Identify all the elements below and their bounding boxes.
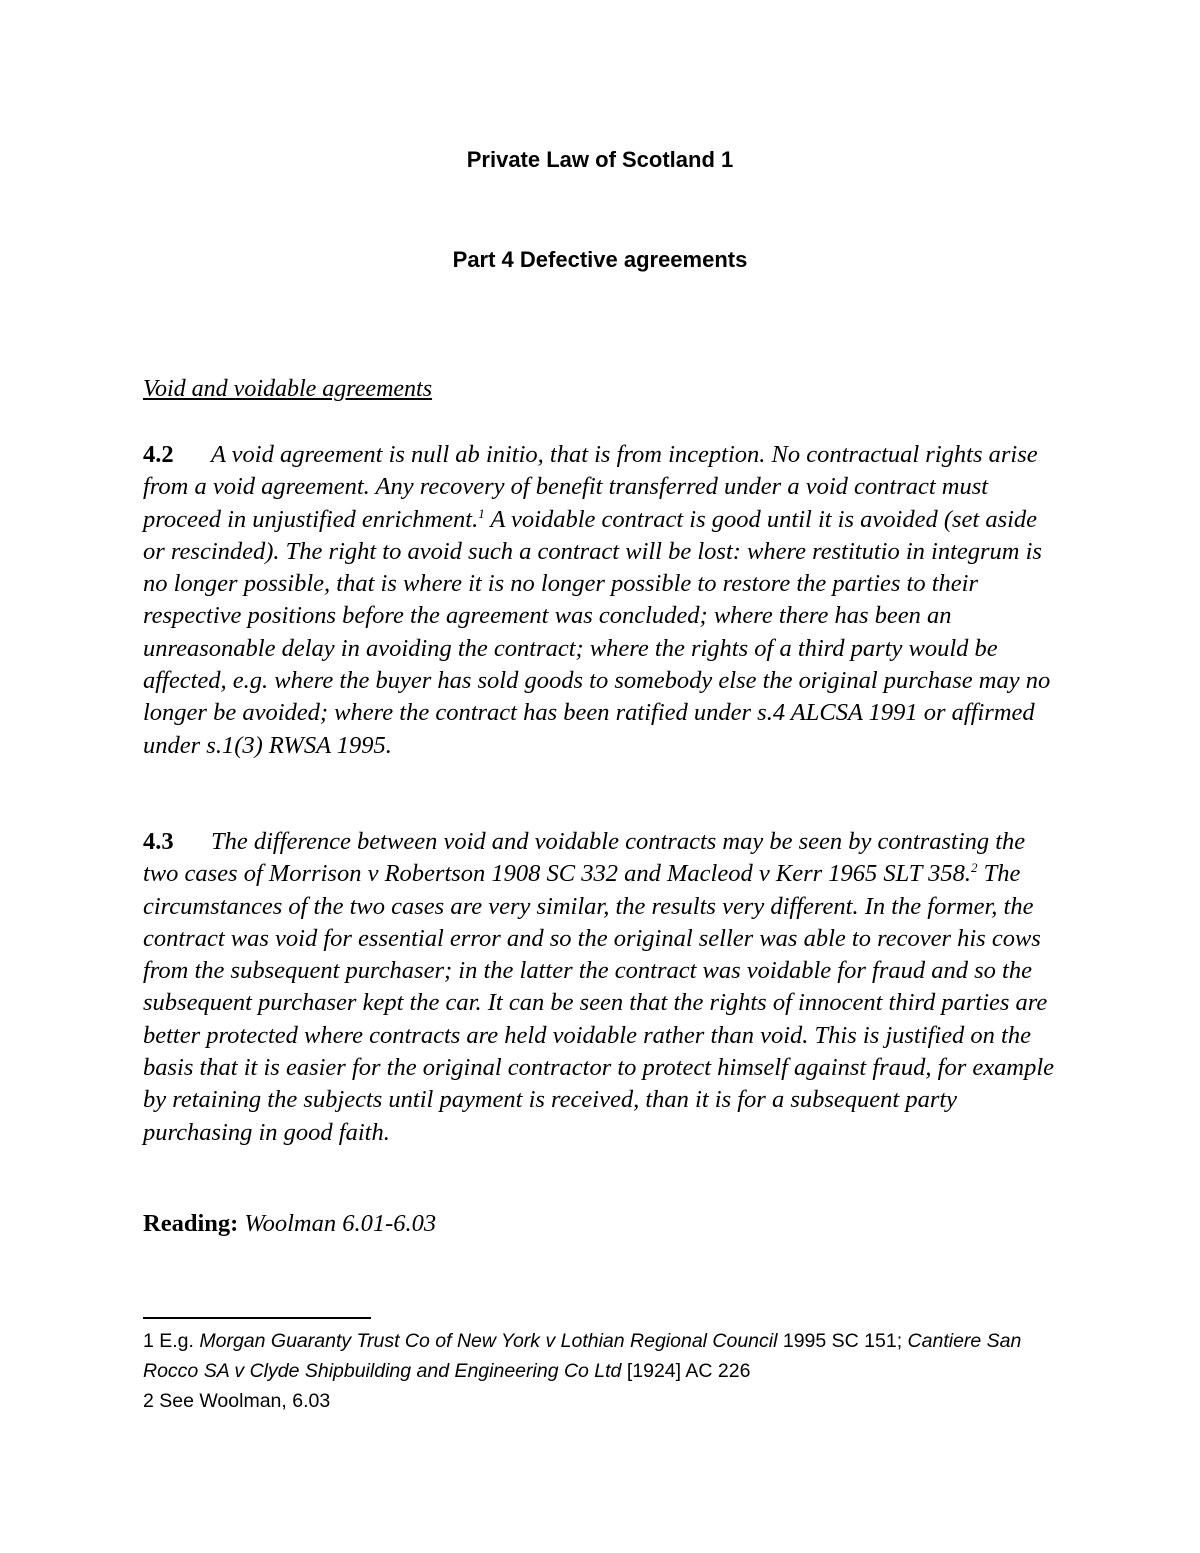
paragraph-number: 4.2 [143, 441, 174, 468]
reading-reference: Woolman 6.01-6.03 [244, 1210, 437, 1237]
case-citation: 1995 SC 151; [777, 1330, 908, 1352]
case-name: Cantiere San Rocco SA v Clyde Shipbuilding and Engineering Co Ltd [143, 1330, 1022, 1382]
document-title: Private Law of Scotland 1 [466, 147, 734, 172]
paragraph-text: A voidable contract is good until it is avoided (set aside or rescinded). The right to avoid such a contract will be lost: where restitutio in integrum is no longer possible, that is where it is no longer possible to restore the parties to their respective positions before the agreement was concluded; where there has been an unreasonable delay in avoiding the contract; where the rights of a third party would be affected, e.g. where the buyer has sold goods to somebody else the original purchase may no longer be avoided; where the contract has been ratified under s.4 ALCSA 1991 or affirmed under s.1(3) RWSA 1995. [143, 505, 1051, 759]
footnote-reference[interactable]: 2 [970, 860, 978, 876]
paragraph-4-3 [143, 826, 1063, 1149]
paragraph-4-2 [143, 439, 1063, 762]
footnotes [143, 1326, 1063, 1416]
section-heading: Void and voidable agreements [143, 376, 433, 402]
reading-line [143, 1210, 436, 1238]
footnote-reference[interactable]: 1 [478, 505, 485, 521]
paragraph-text: A void agreement is null ab initio, that is from inception. No contractual rights arise from a void agreement. Any recovery of benefit transferred under a void contract must proceed in unjustified enrichment. [143, 441, 1038, 533]
footnote-separator [143, 1317, 371, 1319]
paragraph-text: The circumstances of the two cases are very similar, the results very different. In the former, the contract was void for essential error and so the original seller was able to recover his cows from the subsequent purchaser; in the latter the contract was voidable for fraud and so the subsequent purchaser kept the car. It can be seen that the rights of innocent third parties are better protected where contracts are held voidable rather than void. This is justified on the basis that it is easier for the original contractor to protect himself against fraud, for example by retaining the subjects until payment is received, than it is for a subsequent party purchasing in good faith. [143, 860, 1054, 1146]
part-heading: Part 4 Defective agreements [452, 247, 748, 272]
paragraph-number: 4.3 [143, 828, 174, 855]
case-citation: [1924] AC 226 [621, 1360, 751, 1382]
footnote-1 [143, 1326, 1063, 1386]
reading-label: Reading: [143, 1210, 239, 1237]
paragraph-text: The difference between void and voidable contracts may be seen by contrasting the two cases of Morrison v Robertson 1908 SC 332 and Macleod v Kerr 1965 SLT 358. [143, 828, 1026, 888]
footnote-prefix: 1 E.g. [143, 1330, 200, 1352]
footnote-2: 2 See Woolman, 6.03 [143, 1390, 331, 1412]
case-name: Morgan Guaranty Trust Co of New York v Lothian Regional Council [199, 1330, 778, 1352]
